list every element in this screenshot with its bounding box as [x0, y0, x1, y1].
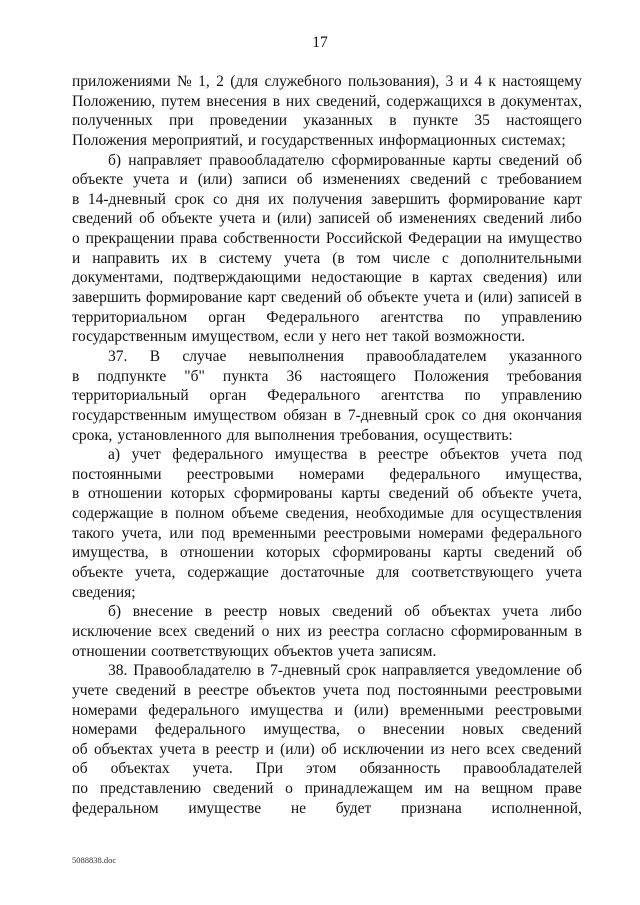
text-line: документами, подтверждающими недостающие в картах сведения) или	[72, 269, 582, 287]
text-line: территориальном орган Федерального агентства по управлению	[72, 308, 582, 326]
page-number: 17	[312, 34, 328, 51]
text-line: завершить формирование карт сведений об объекте учета и (или) записей в	[72, 289, 582, 307]
text-line: полученных при проведении указанных в пункте 35 настоящего	[72, 112, 582, 130]
text-line: и направить их в систему учета (в том числе с дополнительными	[72, 249, 582, 267]
text-line: номерами федерального имущества, о внесении новых сведений	[72, 721, 582, 739]
text-line: такого учета, или под временными реестровыми номерами федерального	[72, 524, 582, 542]
footer-filename: 5088838.doc	[72, 855, 117, 865]
text-line: срока, установленного для выполнения требования, осуществить:	[72, 426, 513, 444]
text-line: по представлению сведений о принадлежащем им на вещном праве	[72, 780, 582, 798]
text-line: содержащие в полном объеме сведения, необходимые для осуществления	[72, 505, 582, 523]
text-line: б) внесение в реестр новых сведений об объектах учета либо	[108, 603, 582, 621]
text-line: 37. В случае невыполнения правообладателем указанного	[108, 347, 582, 365]
text-line: сведения;	[72, 583, 136, 601]
text-line: имущества, в отношении которых сформированы карты сведений об	[72, 544, 582, 562]
text-line: учете сведений в реестре объектов учета под постоянными реестровыми	[72, 681, 582, 699]
text-line: Положению, путем внесения в них сведений, содержащихся в документах,	[72, 92, 582, 110]
text-line: в отношении которых сформированы карты сведений об объекте учета,	[72, 485, 582, 503]
text-line: государственным имуществом, если у него нет такой возможности.	[72, 328, 526, 346]
text-line: исключение всех сведений о них из реестра согласно сформированным в	[72, 622, 582, 640]
text-line: сведений об объекте учета и (или) записей об изменениях сведений либо	[72, 210, 582, 228]
text-line: а) учет федерального имущества в реестре объектов учета под	[108, 446, 582, 464]
text-line: б) направляет правообладателю сформированные карты сведений об	[108, 151, 582, 169]
text-line: об объектах учета. При этом обязанность правообладателей	[72, 760, 582, 778]
document-body	[72, 72, 582, 818]
text-line: государственным имуществом обязан в 7-дневный срок со дня окончания	[72, 406, 582, 424]
text-line: объекте учета, содержащие достаточные для соответствующего учета	[72, 564, 582, 582]
text-line: в подпункте "б" пункта 36 настоящего Положения требования	[72, 367, 582, 385]
text-line: постоянными реестровыми номерами федерального имущества,	[72, 465, 582, 483]
text-line: 38. Правообладателю в 7-дневный срок направляется уведомление об	[108, 662, 582, 680]
text-line: отношении соответствующих объектов учета записям.	[72, 642, 437, 660]
text-line: номерами федерального имущества и (или) временными реестровыми	[72, 701, 582, 719]
text-line: федеральном имуществе не будет признана исполненной,	[72, 799, 582, 817]
text-line: об объектах учета в реестр и (или) об исключении из него всех сведений	[72, 740, 582, 758]
text-line: территориальный орган Федерального агентства по управлению	[72, 387, 582, 405]
text-line: в 14-дневный срок со дня их получения завершить формирование карт	[72, 190, 582, 208]
text-line: Положения мероприятий, и государственных информационных системах;	[72, 131, 566, 149]
text-line: о прекращении права собственности Российской Федерации на имущество	[72, 230, 582, 248]
text-line: приложениями № 1, 2 (для служебного пользования), 3 и 4 к настоящему	[72, 73, 582, 90]
text-line: объекте учета и (или) записи об изменениях сведений с требованием	[72, 171, 582, 189]
